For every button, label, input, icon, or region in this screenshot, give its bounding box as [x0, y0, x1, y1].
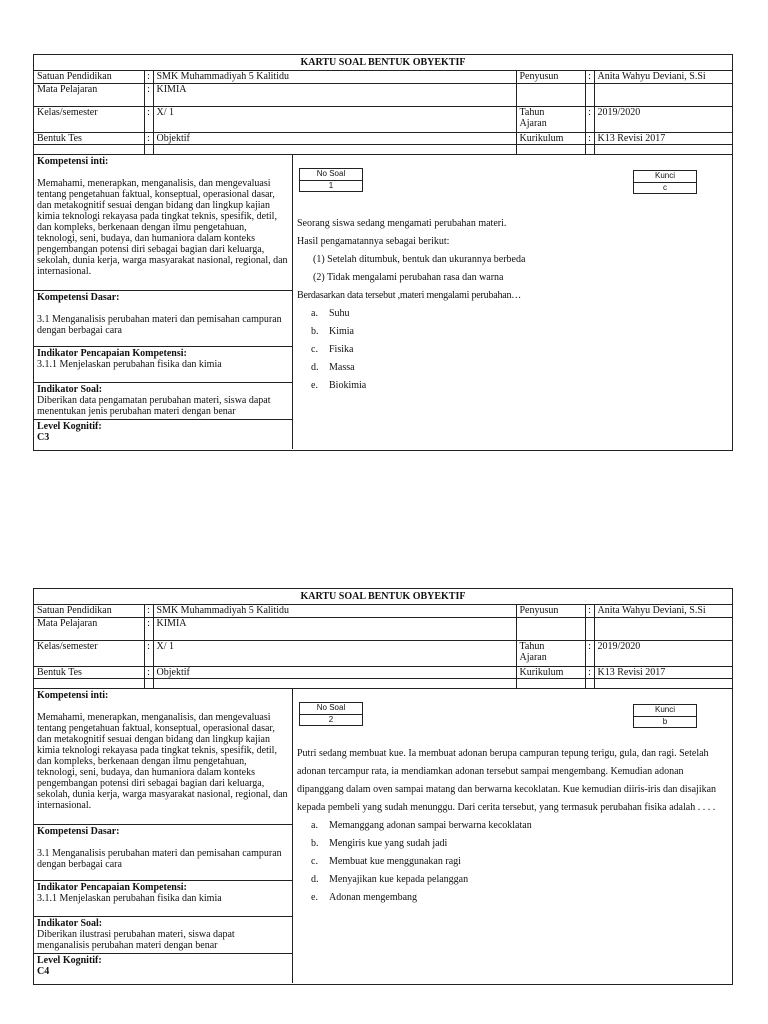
- indikator-pencapaian: Indikator Pencapaian Kompetensi: 3.1.1 Menjelaskan perubahan fisika dan kimia: [34, 881, 292, 917]
- kunci-box: Kunci b: [633, 704, 697, 728]
- no-soal-box: No Soal 1: [299, 168, 363, 192]
- identity-table: [34, 71, 732, 155]
- satuan-value: SMK Muhammadiyah 5 Kalitidu: [153, 605, 516, 617]
- question-text: Seorang siswa sedang mengamati perubahan materi. Hasil pengamatannya sebagai berikut: (1) Setelah ditumbuk, bentuk dan ukurannya berbeda (2) Tidak mengalami perubahan rasa dan warna Berdasarkan data tersebut ,materi mengalami perubahan… a. Suhu b. Kimia c. Fisika d. Massa e. Biokimia: [297, 215, 722, 395]
- question-card-2: [33, 588, 733, 985]
- colon: :: [585, 132, 594, 144]
- mapel-label: Mata Pelajaran: [34, 617, 144, 640]
- tahun-label: Tahun Ajaran: [516, 106, 585, 132]
- colon: :: [144, 71, 153, 83]
- indikator-soal: Indikator Soal: Diberikan data pengamatan perubahan materi, siswa dapat menentukan jenis perubahan materi dengan benar: [34, 383, 292, 420]
- bentuk-value: Objektif: [153, 666, 516, 678]
- tahun-value: 2019/2020: [594, 106, 732, 132]
- kelas-value: X/ 1: [153, 640, 516, 666]
- colon: :: [144, 83, 153, 106]
- colon: :: [585, 106, 594, 132]
- colon: :: [585, 640, 594, 666]
- option-e: e. Biokimia: [311, 379, 367, 391]
- bentuk-label: Bentuk Tes: [34, 666, 144, 678]
- colon: :: [144, 640, 153, 666]
- kurikulum-label: Kurikulum: [516, 666, 585, 678]
- penyusun-label: Penyusun: [516, 71, 585, 83]
- colon: :: [585, 666, 594, 678]
- no-soal-box: No Soal 2: [299, 702, 363, 726]
- satuan-label: Satuan Pendidikan: [34, 605, 144, 617]
- kurikulum-value: K13 Revisi 2017: [594, 132, 732, 144]
- kurikulum-label: Kurikulum: [516, 132, 585, 144]
- level-kognitif: Level Kognitif: C4: [37, 954, 102, 977]
- colon: :: [144, 106, 153, 132]
- kurikulum-value: K13 Revisi 2017: [594, 666, 732, 678]
- colon: :: [144, 132, 153, 144]
- tahun-value: 2019/2020: [594, 640, 732, 666]
- option-e: e. Adonan mengembang: [311, 891, 418, 903]
- mapel-label: Mata Pelajaran: [34, 83, 144, 106]
- indikator-soal: Indikator Soal: Diberikan ilustrasi perubahan materi, siswa dapat menganalisis perubahan materi dengan benar: [34, 917, 292, 954]
- question-column: [293, 155, 732, 449]
- penyusun-label: Penyusun: [516, 605, 585, 617]
- option-d: d. Menyajikan kue kepada pelanggan: [311, 873, 469, 885]
- bentuk-value: Objektif: [153, 132, 516, 144]
- identity-table: [34, 605, 732, 689]
- question-column: [293, 689, 732, 983]
- option-b: b. Kimia: [311, 325, 354, 337]
- option-a: a. Memanggang adonan sampai berwarna kecoklatan: [311, 819, 532, 831]
- mapel-value: KIMIA: [153, 617, 516, 640]
- mapel-value: KIMIA: [153, 83, 516, 106]
- option-d: d. Massa: [311, 361, 355, 373]
- kompetensi-dasar: Kompetensi Dasar: 3.1 Menganalisis perubahan materi dan pemisahan campuran dengan berbagai cara: [34, 291, 292, 347]
- penyusun-value: Anita Wahyu Deviani, S.Si: [594, 71, 732, 83]
- kompetensi-inti: Kompetensi inti: Memahami, menerapkan, menganalisis, dan mengevaluasi tentang pengetahuan faktual, konseptual, operasional dasar, dan metakognitif sesuai dengan bidang dan lingkup kajian kimia teknologi rekayasa pada tingkat teknis, spesifik, detil, dan kompleks, berkenaan dengan ilmu pengetahuan, teknologi, seni, budaya, dan humaniora dalam konteks pengembangan potensi diri sebagai bagian dari keluarga, sekolah, dunia kerja, warga masyarakat nasional, regional, dan internasional.: [34, 155, 292, 291]
- competency-column: [34, 689, 293, 983]
- kelas-label: Kelas/semester: [34, 640, 144, 666]
- colon: :: [144, 617, 153, 640]
- kelas-value: X/ 1: [153, 106, 516, 132]
- card-title: KARTU SOAL BENTUK OBYEKTIF: [34, 589, 732, 605]
- option-c: c. Membuat kue menggunakan ragi: [311, 855, 461, 867]
- colon: :: [585, 71, 594, 83]
- tahun-label: Tahun Ajaran: [516, 640, 585, 666]
- option-b: b. Mengiris kue yang sudah jadi: [311, 837, 448, 849]
- colon: :: [144, 666, 153, 678]
- question-card-1: [33, 54, 733, 451]
- indikator-pencapaian: Indikator Pencapaian Kompetensi: 3.1.1 Menjelaskan perubahan fisika dan kimia: [34, 347, 292, 383]
- bentuk-label: Bentuk Tes: [34, 132, 144, 144]
- colon: :: [144, 605, 153, 617]
- satuan-value: SMK Muhammadiyah 5 Kalitidu: [153, 71, 516, 83]
- colon: :: [585, 605, 594, 617]
- competency-column: [34, 155, 293, 449]
- level-kognitif: Level Kognitif: C3: [37, 420, 102, 443]
- kompetensi-inti: Kompetensi inti: Memahami, menerapkan, menganalisis, dan mengevaluasi tentang pengetahuan faktual, konseptual, operasional dasar, dan metakognitif sesuai dengan bidang dan lingkup kajian kimia teknologi rekayasa pada tingkat teknis, spesifik, detil, dan kompleks, berkenaan dengan ilmu pengetahuan, teknologi, seni, budaya, dan humaniora dalam konteks pengembangan potensi diri sebagai bagian dari keluarga, sekolah, dunia kerja, warga masyarakat nasional, regional, dan internasional.: [34, 689, 292, 825]
- option-c: c. Fisika: [311, 343, 354, 355]
- satuan-label: Satuan Pendidikan: [34, 71, 144, 83]
- option-a: a. Suhu: [311, 307, 350, 319]
- card-title: KARTU SOAL BENTUK OBYEKTIF: [34, 55, 732, 71]
- question-text: Putri sedang membuat kue. Ia membuat adonan berupa campuran tepung terigu, gula, dan ragi. Setelah adonan tercampur rata, ia mendiamkan adonan tersebut sampai mengembang. Kemudian adonan dipanggang dalam oven sampai matang dan berwarna kecoklatan. Kue kemudian diiris-iris dan disajikan kepada pembeli yang sudah menunggu. Dari cerita tersebut, yang termasuk perubahan fisika adalah . . . . a. Memanggang adonan sampai berwarna kecoklatan b. Mengiris kue yang sudah jadi c. Membuat kue menggunakan ragi d. Menyajikan kue kepada pelanggan e. Adonan mengembang: [297, 745, 722, 907]
- kelas-label: Kelas/semester: [34, 106, 144, 132]
- penyusun-value: Anita Wahyu Deviani, S.Si: [594, 605, 732, 617]
- kompetensi-dasar: Kompetensi Dasar: 3.1 Menganalisis perubahan materi dan pemisahan campuran dengan berbagai cara: [34, 825, 292, 881]
- kunci-box: Kunci c: [633, 170, 697, 194]
